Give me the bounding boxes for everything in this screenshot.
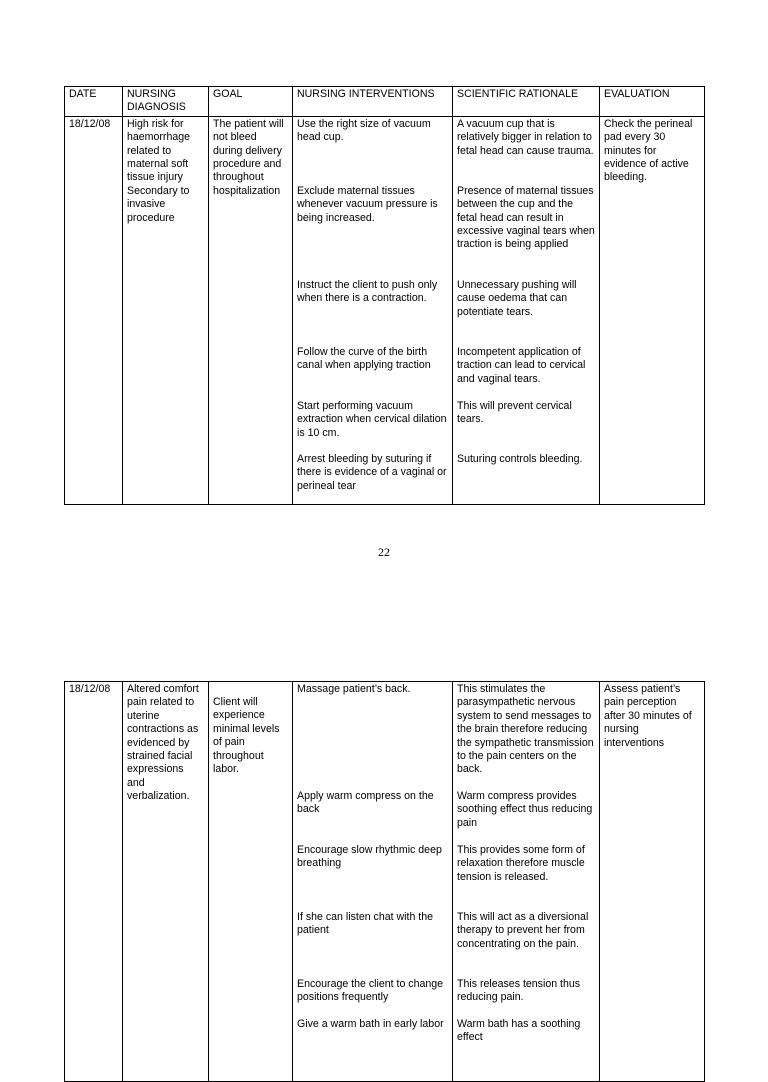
header-goal: GOAL bbox=[209, 87, 293, 117]
interventions-cell bbox=[293, 682, 453, 1082]
intervention-item: Massage patient’s back. bbox=[297, 683, 411, 695]
header-interventions: NURSING INTERVENTIONS bbox=[293, 87, 453, 117]
evaluation-cell: Check the perineal pad every 30 minutes for evidence of active bleeding. bbox=[600, 116, 705, 504]
table-row bbox=[65, 682, 705, 1082]
intervention-item: Start performing vacuum extraction when cervical dilation is 10 cm. bbox=[297, 399, 447, 439]
rationale-item: Warm compress provides soothing effect thus reducing pain bbox=[457, 790, 593, 829]
goal-text: Client will experience minimal levels of pain throughout labor. bbox=[213, 696, 280, 776]
intervention-item: Instruct the client to push only when there is a contraction. bbox=[297, 278, 438, 305]
rationale-item: This will prevent cervical tears. bbox=[457, 399, 572, 426]
header-rationale: SCIENTIFIC RATIONALE bbox=[453, 87, 600, 117]
rationale-item: This provides some form of relaxation therefore muscle tension is released. bbox=[457, 844, 585, 883]
goal-cell: The patient will not bleed during delivery procedure and throughout hospitalization bbox=[209, 116, 293, 504]
rationale-item: Suturing controls bleeding. bbox=[457, 452, 583, 465]
intervention-item: Encourage slow rhythmic deep breathing bbox=[297, 844, 442, 870]
table-header-row bbox=[65, 87, 705, 117]
intervention-item: Give a warm bath in early labor bbox=[297, 1018, 444, 1030]
intervention-item: If she can listen chat with the patient bbox=[297, 911, 434, 937]
rationale-item: Presence of maternal tissues between the cup and the fetal head can result in excessive vaginal tears when traction is being applied bbox=[457, 184, 595, 251]
header-diagnosis: NURSING DIAGNOSIS bbox=[123, 87, 209, 117]
rationale-cell bbox=[453, 116, 600, 504]
diagnosis-cell: High risk for haemorrhage related to maternal soft tissue injury Secondary to invasive procedure bbox=[123, 116, 209, 504]
intervention-item: Encourage the client to change positions frequently bbox=[297, 978, 444, 1004]
rationale-item: This will act as a diversional therapy to prevent her from concentrating on the pain. bbox=[457, 911, 589, 950]
rationale-item: Warm bath has a soothing effect bbox=[457, 1018, 581, 1044]
interventions-cell bbox=[293, 116, 453, 504]
page-number: 22 bbox=[378, 545, 390, 559]
rationale-item: Unnecessary pushing will cause oedema that can potentiate tears. bbox=[457, 278, 577, 318]
intervention-item: Exclude maternal tissues whenever vacuum pressure is being increased. bbox=[297, 184, 438, 224]
diagnosis-cell: Altered comfort pain related to uterine contractions as evidenced by strained facial expressions and verbalization. bbox=[123, 682, 209, 1082]
goal-cell bbox=[209, 682, 293, 1082]
rationale-item: Incompetent application of traction can lead to cervical and vaginal tears. bbox=[457, 345, 586, 385]
header-evaluation: EVALUATION bbox=[600, 87, 705, 117]
intervention-item: Arrest bleeding by suturing if there is evidence of a vaginal or perineal tear bbox=[297, 452, 447, 492]
intervention-item: Use the right size of vacuum head cup. bbox=[297, 117, 431, 144]
date-cell: 18/12/08 bbox=[65, 116, 123, 504]
table-row bbox=[65, 116, 705, 504]
rationale-cell bbox=[453, 682, 600, 1082]
header-date: DATE bbox=[65, 87, 123, 117]
intervention-item: Follow the curve of the birth canal when applying traction bbox=[297, 345, 431, 372]
rationale-item: This releases tension thus reducing pain. bbox=[457, 978, 581, 1004]
intervention-item: Apply warm compress on the back bbox=[297, 790, 434, 816]
rationale-item: This stimulates the parasympathetic nervous system to send messages to the brain therefore reducing the sympathetic transmission to the pain centers on the back. bbox=[457, 683, 594, 776]
care-plan-table-pain bbox=[64, 681, 705, 1082]
care-plan-table-haemorrhage bbox=[64, 86, 705, 505]
rationale-item: A vacuum cup that is relatively bigger in relation to fetal head can cause trauma. bbox=[457, 117, 594, 157]
evaluation-cell: Assess patient’s pain perception after 30 minutes of nursing interventions bbox=[600, 682, 705, 1082]
date-cell: 18/12/08 bbox=[65, 682, 123, 1082]
